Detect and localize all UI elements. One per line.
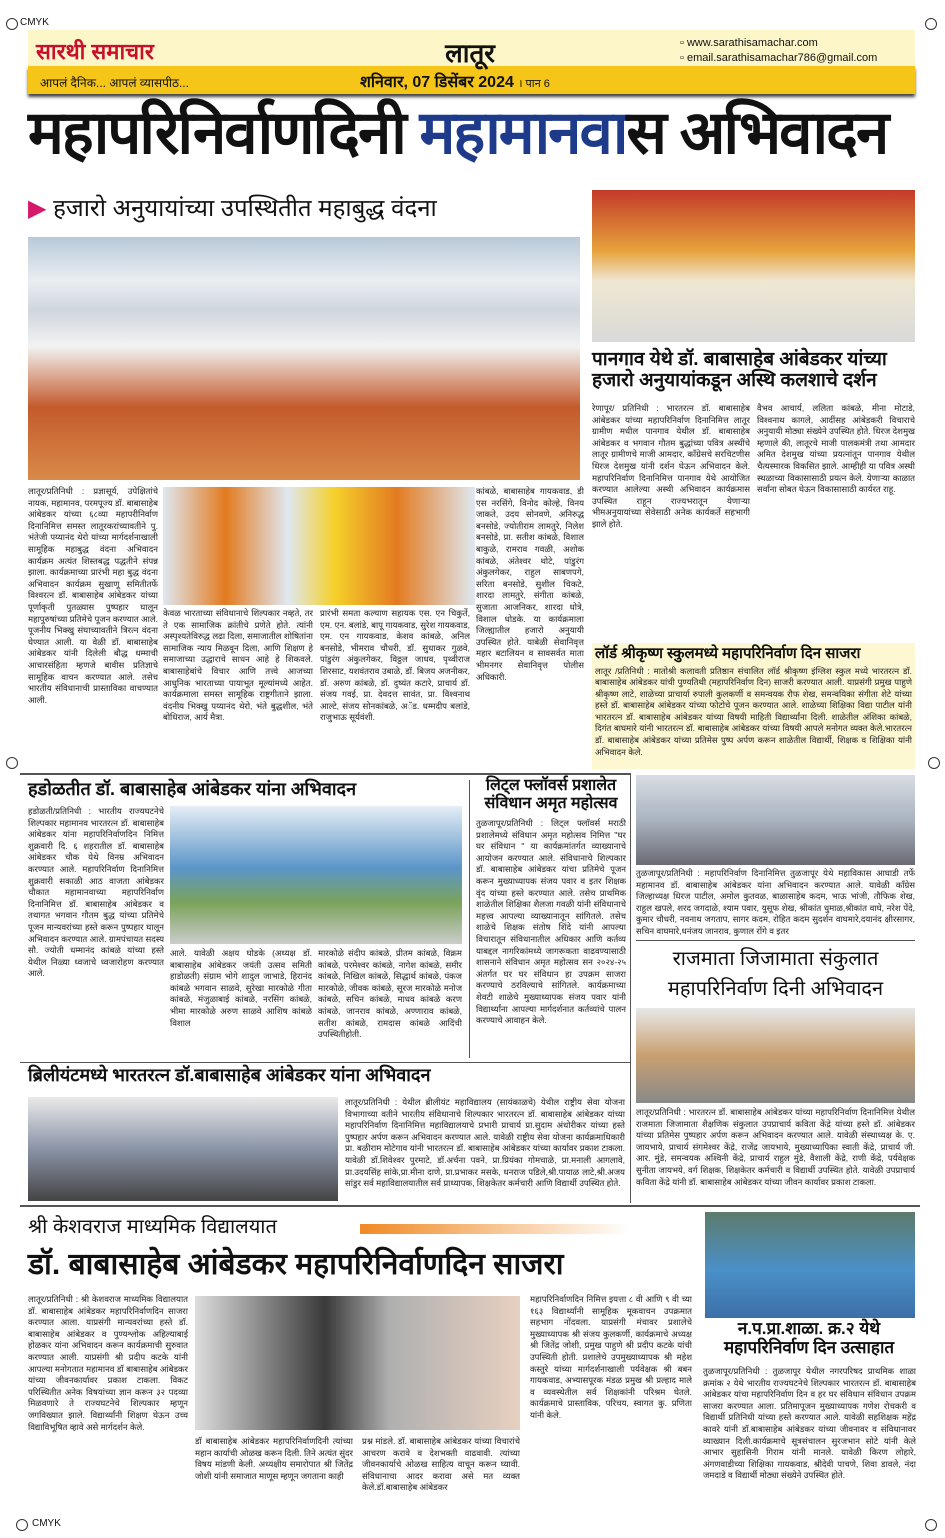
email-link[interactable]: email.sarathisamachar786@gmail.com bbox=[686, 52, 878, 64]
page-number: । पान 6 bbox=[518, 78, 550, 90]
keshavraj-kicker: श्री केशवराज माध्यमिक विद्यालयात bbox=[28, 1216, 277, 1238]
rajmata-text: लातूर/प्रतिनिधी : भारतरत्न डॉ. बाबासाहेब आंबेडकर यांच्या महापरिनिर्वाण दिनानिमित्त येथील राजमाता जिजामाता शैक्षणिक संकुलात उपप्राचार्य कविता केंद्रे यांच्या हस्ते डॉ. आंबेडकर यांच्या प्रतिमेस पुष्पहार अर्पण करून अभिवादन करण्यात आले. यावेळी संस्थाध्यक्ष के. ए. जायभाये, प्राचार्य संगमेश्वर केंद्रे, राजेंद्र जायभाये, मुख्याध्यापिका स्वाती केंद्रे, प्राचार्य जी. आर. मुंडे, समन्वयक अश्विनी केंद्रे, प्राचार्य राहुल मुंडे, वैशाली केंद्रे, राणी केंद्रे, पर्यवेक्षक सुनीता जायभये, वर्ग शिक्षक, शिक्षकेतर कर्मचारी व विद्यार्थी उपस्थित होते. यावेळी उपप्राचार्य कविता केंद्रे यांनी डॉ. बाबासाहेब आंबेडकर यांच्या जीवन कार्यावर प्रकाश टाकला. bbox=[636, 1107, 915, 1187]
registration-mark-icon bbox=[928, 757, 940, 769]
registration-mark-icon bbox=[16, 1519, 28, 1531]
hadolti-text-col1: हडोळती/प्रतिनिधी : भारतीय राज्यघटनेचे शिल्पकार महामानव भारतरत्न डॉ. बाबासाहेब आंबेडकर यांना महापरिनिर्वाणदिन निमित्त शुक्रवारी दि. ६ शहरातील डॉ. बाबासाहेब आंबेडकर चौक येथे विनम्र अभिवादन करण्यात आले. महापरिनिर्वाण दिनानिमित्त शुक्रवारी सकाळी आठ वाजता आंबेडकर चौकात महामानवाच्या महापरिनिर्वाण दिनानिमित्त डॉ. बाबासाहेब आंबेडकर व तथागत भगवान गौतम बुद्ध यांच्या प्रतिमेचे पूजन मान्यवरांच्या हस्ते करून पुष्पहार घालून अभिवादन करण्यात आले. ग्रामपंचायत सदस्य सौ. ज्योती धम्मानंद कांबळे यांच्या हस्ते येथील निळ्या ध्वजाचे ध्वजारोहण करण्यात आले. bbox=[28, 806, 164, 979]
cmyk-mark: CMYK bbox=[32, 1518, 61, 1529]
lord-shrikrishna-text: लातूर /प्रतिनिधी : मातोश्री कलावती प्रतिष्ठान संचालित लॉर्ड श्रीकृष्ण इंग्लिश स्कुल मध्ये भारतरत्न डॉ. बाबासाहेब आंबेडकर यांची पुण्यतिथी (महापरिनिर्वाण दिन) साजरी करण्यात आली. याप्रसंगी प्रमुख पाहुणे श्रीकृष्ण लाटे, शाळेच्या प्राचार्या रुपाली कुलकर्णी व समन्वयक रौफ शेख, समन्वयिका संगीता शेटे यांच्या हस्ते डॉ. बाबासाहेब आंबेडकर यांच्या फोटोचे पूजन करण्यात आले. शाळेच्या शिक्षिका विद्या पाटील यांनी भारतरत्न डॉ. बाबासाहेब आंबेडकर यांच्या विषयी माहिती विद्यार्थ्यांना दिली. शाळेतील अंशिका कांबळे, दिगंत बाघमारे यांनी भारतरत्न डॉ. बाबासाहेब आंबेडकर यांच्या विषयी आपले मनोगत व्यक्त केले.भारतरत्न डॉ. बाबासाहेब आंबेडकर यांच्या प्रतिमेस पुष्प अर्पण करून शाळेतील विद्यार्थी, शिक्षक व शिक्षिका यांनी अभिवादन केले. bbox=[595, 665, 912, 757]
little-flowers-headline: लिट्ल फ्लॉवर्स प्रशालेत संविधान अमृत महोत्सव bbox=[484, 777, 618, 812]
keshavraj-caption2: प्रश्न मांडले. डॉ. बाबासाहेब आंबेडकर यांच्या विचारांचे आचरण करावे व देशभक्ती वाढवावी. त्यांच्या जीवनकार्याचे ओळख साहित्य वाचून करून घ्यावी. संविधानाचा आदर करावा असे मत व्यक्त केले.डॉ.बाबासाहेब आंबेडकर bbox=[362, 1436, 520, 1493]
contact-info: ▫ www.sarathisamachar.com ▫ email.sarathisamachar786@gmail.com bbox=[680, 37, 878, 64]
lead-text-col3: प्रारंभी समता कल्याण सहायक एस. एन चिकुर्ते, एम. एन. बलांडे, बापू गायकवाड, सुरेश गायकवाड, एम. एन गायकवाड, केशव कांबळे, अनिल बनसोडे, भीमराव चौधरी, डॉ. सुधाकर गुळवे, पांडुरंग अंकुलगेकर, विठ्ठल जाधव, पृथ्वीराज शिरसाट, यशवंतराव उबाळे, डॉ. बिजय अजनीकर, डॉ. अरुण कांबळे, डॉ. दुष्यंत कटारे, प्राचार्य डॉ. संजय गवई, प्रा. देवदत्त सावंत, प्रा. विश्वनाथ आल्टे, संजय सोनकांबळे, अॅड. धम्मदीप बलांडे, राजुभाऊ सूर्यवंशी. bbox=[320, 608, 470, 723]
tuljapur-photo bbox=[636, 775, 915, 865]
hadolti-photo bbox=[170, 806, 462, 944]
lead-text-col4: कांबळे, बाबासाहेब गायकवाड, डी एस नरसिंगे, विनोद कोल्हे, विनय जाकते, उदय सोनवणे, अनिरुद्ध बनसोडे, ज्योतीराम लामतुरे, निलेश बनसोडे, प्रा. सतीश कांबळे, विशाल बाकुळे, रामराव गवळी, अशोक कांबळे, अंतेश्वर थोटे, पांडुरंग अंकुलगेकर, राहुल साबणपगे, सरिता बनसोडे, सुशील चिकटे, शारदा लामतुरे, संगीता कांबळे, सुजाता आजनिकर, शारदा धोत्रे, विशाल धोडके. या कार्यक्रमाला जिल्ह्यातील हजारो अनुयायी उपस्थित होते. याबेळी सेवानिवृत्त महार बटालियन व सावसर्वत माता भीमनगर सेवानिवृत्त पोलीस अधिकारी. bbox=[476, 486, 584, 682]
registration-mark-icon bbox=[925, 1519, 937, 1531]
tagline: आपलं दैनिक... आपलं व्यासपीठ... bbox=[40, 76, 189, 90]
tuljapur-text: तुळजापूर/प्रतिनिधी : महापरिनिर्वाण दिनानिमित्त तुळजापूर येथे महाविकास आघाडी तर्फे महामानव डॉ. बाबासाहेब आंबेडकर यांना अभिवादन करण्यात आले. यावेळी काँग्रेस जिल्हाध्यक्ष धिरज पाटील, अमोल कुतवळ, बाळासाहेब कदम, भाऊ भांजी, तौफिक शेख, राहुल खपले, शरद जगदाळे, श्याम पवार, युसूफ शेख, श्रीकांत धुमाळ,श्रीकांत वाघे, नरेश पेंदे, कुमार चौधरी, नवनाथ जगताप, सागर कदम, रोहित कदम सुदर्शन वाघमारे,दयानंद क्षीरसागर, सचिन वाघमारे,धनंजय जानराव, कुणाल रोंगे व इतर bbox=[636, 868, 915, 936]
registration-mark-icon bbox=[925, 18, 937, 30]
section-divider bbox=[636, 940, 915, 941]
lead-text-col1: लातूर/प्रतिनिधी : प्रज्ञासूर्य, उपेक्षितांचे नायक, महामानव, परमपूज्य डॉ. बाबासाहेब आंबेडकर यांच्या ६८व्या महापरीनिर्वाण दिनानिमित्त समस्त लातूरकरांच्यावतीने पु. भंतेजी पय्यानंद थेरो यांच्या मार्गदर्शनाखाली सामूहिक महाबुद्ध वंदना अभिवादन कार्यक्रम अत्यंत शिस्तबद्ध पद्धतीने संपन्न झाला. कार्यक्रमाच्या प्रारंभी महा बुद्ध वंदना अभिवादन कार्यक्रम सुखाणू समितीतर्फे विश्वरत्न डॉ. बाबासाहेब आंबेडकर यांच्या पूर्णाकृती पुतळ्यास पुष्पहार घालून महापुरुषांच्या प्रतिमेचे पूजन करण्यात आले. पूजनीय भिक्खु संघाच्यावतीने त्रिरत्न वंदना घेण्यात आली. या वेळी डॉ. बाबासाहेब आंबेडकर यांनी दिलेली बौद्ध धम्माची आचारसंहिता म्हणजे बावीस प्रतिज्ञाचे सामूहिक वाचन करण्यात आले. तसेच भारतीय संविधानाची प्रास्ताविका वाचण्यात आली. bbox=[28, 486, 158, 705]
brilliant-text: लातूर/प्रतिनिधी : येथील ब्रीलीयंट महाविद्यालय (सायंकाळचे) येथील राष्ट्रीय सेवा योजना विभागाच्या वतीने भारतीय संविधानाचे शिल्पकार भारतरत्न डॉ. बाबासाहेब आंबेडकर यांच्या महापरिनिर्वाण दिनानिमित्त महाविद्यालयाचे प्रभारी प्राचार्य प्रा.सुदाम अंधोरीकर यांच्या हस्ते पुष्पहार अर्पण करून अभिवादन करण्यात आले. यावेळी राष्ट्रीय सेवा योजना कार्यक्रमाधिकारी प्रा. बळीराम मोटेगाव यांनी भारतरत्न डॉ. बाबासाहेब आंबेडकर यांच्या कार्यावर प्रकाश टाकला. यावेळी डॉ.शिवेश्वर पुरमाटे, डॉ.अर्चना पवने, प्रा.प्रियंका गोमचाळे, प्रा.मनाली आगलावे, प्रा.उदयसिंह सांके,प्रा.मीना दाणे, प्रा.प्रभाकर मसके, धनराज पडिले,श्री.पायाळ लाटे,श्री.अजय सांडुर सर्व महाविद्यालयातील सर्व प्राध्यापक, शिक्षकेतर कर्मचारी आणि विद्यार्थी उपस्थित होते. bbox=[345, 1097, 625, 1189]
lead-text-col2: केवळ भारताच्या संविधानाचे शिल्पकार नव्हते, तर ते एक सामाजिक क्रांतीचे प्रणेते होते. त्यांनी अस्पृश्यतेविरुद्ध लढा दिला, समाजातील शोषितांना सामाजिक न्याय मिळवून दिला, आणि शिक्षण हे समाजाच्या उद्धाराचे साधन आहे हे शिकवले. बाबासाहेबांचे विचार आणि तत्त्वे आजच्या आधुनिक भारताच्या पायाभूत मूल्यांमध्ये आहेत. कार्यक्रमाला समस्त सामूहिक राष्ट्रगीताने झाला. वंदनीय भिक्खु पय्यानंद थेरो, भंते बुद्धशील, भंते बोधिराज, आर्य मैत्रा. bbox=[163, 608, 313, 723]
triangle-bullet-icon: ▶ bbox=[28, 195, 47, 222]
hadolti-text-col3: मारकोळे संदीप कांबळे, प्रीतम कांबळे, विक्रम कांबळे, परमेश्वर कांबळे, नागेश कांबळे, समीर कांबळे, निखिल कांबळे, सिद्धार्थ कांबळे, पंकज मारकोळे, जीवक कांबळे, सूरज मारकोळे मनोज कांबळे, सचिन कांबळे, माधव कांबळे करण कांबळे, जानराव कांबळे, अण्णाराव कांबळे, सतीश कांबळे, रामदास कांबळे आदिंची उपस्थितीहोती. bbox=[318, 948, 462, 1040]
pangaon-photo bbox=[592, 190, 915, 342]
keshavraj-headline: डॉ. बाबासाहेब आंबेडकर महापरिनिर्वाणदिन साजरा bbox=[28, 1248, 564, 1281]
column-divider bbox=[630, 773, 631, 1203]
lead-subheadline: ▶ हजारो अनुयायांच्या उपस्थितीत महाबुद्ध वंदना bbox=[28, 195, 437, 222]
keshavraj-text-col2: महापरिनिर्वाणदिन निमित्त इयत्ता ८ वी आणि ९ वी च्या १६३ विद्यार्थ्यांनी सामूहिक मूकवाचन उपक्रमात सहभाग नोंदवला. याप्रसंगी मंचावर प्रशालेचे मुख्याध्यापक श्री संजय कुलकर्णी, कार्यक्रमाचे अध्यक्ष श्री जितेंद्र जोशी, प्रमुख पाहुणे श्री प्रदीप कटके यांची उपस्थिती होती. प्रशालेचे उपमुख्याध्यापक श्री महेश कस्तुरे यांच्या मार्गदर्शनाखाली पर्यवेक्षक श्री बबन गायकवाड, अभ्यासपूरक मंडळ प्रमुख श्री प्रल्हाद माले व व्यवस्थेतील सर्व शिक्षकांनी परिश्रम घेतले. कार्यक्रमाचे प्रास्ताविक, परिचय, स्वागत कु. प्रणिता यांनी केले. bbox=[530, 1294, 692, 1420]
pangaon-headline: पानगाव येथे डॉ. बाबासाहेब आंबेडकर यांच्या हजारो अनुयायांकडून अस्थि कलशाचे दर्शन bbox=[592, 349, 887, 391]
lead-photo-crowd bbox=[28, 237, 580, 480]
little-flowers-text: तुळजापूर/प्रतिनिधी : लिट्ल फ्लॉवर्स मराठी प्रशालेमध्ये संविधान अमृत महोत्सव निमित्त ''घर घर संविधान '' या कार्यक्रमांतर्गत व्याख्यानाचे आयोजन करण्यात आले. संविधानाचे शिल्पकार डॉ. बाबासाहेब आंबेडकर यांचा प्रतिमेचे पूजन करून मुख्याध्यापक संजय पवार व इतर शिक्षक वृंद यांच्या हस्ते करण्यात आले. तसेच प्राथमिक शाळेतील शिक्षिका शैलजा गवळी यांनी संविधानाचे महत्त्व आपल्या व्याख्यानातून सांगितले. तसेच शाळेचे शिक्षक संतोष शिंदे यांनी आपल्या विचारातून संविधानातील अधिकार आणि कर्तव्य याबद्दल नागरिकांमध्ये जागरूकता वाढवण्यासाठी शासनाने संविधान अमृत महोत्सव सन २०२४-२५ अंतर्गत घर घर संविधान हा उपक्रम साजरा करण्याचे ठरविल्याचे सांगितले. कार्यक्रमाच्या शेवटी शाळेचे मुख्याध्यापक संजय पवार यांनी विद्यार्थ्यांना आपल्या मार्गदर्शनात कर्तव्यांचे पालन करण्याचे आवाहन केले. bbox=[476, 818, 626, 1026]
lord-shrikrishna-headline: लॉर्ड श्रीकृष्ण स्कुलमध्ये महापरिनिर्वाण दिन साजरा bbox=[595, 645, 861, 662]
column-divider bbox=[469, 780, 470, 1058]
keshavraj-photo bbox=[195, 1296, 520, 1430]
pangaon-text-col2: वैभव आचार्य, ललिता कांबळे, मीना मोटाडे, विश्वनाथ कागले, आदींसह आंबेडकरी विचाराचे अनुयायी मोठ्या संख्येने उपस्थित होते. धिरज देशमुख म्हणाले की, लातूरचे माजी पालकमंत्री तथा आमदार अमित देशमुख यांच्या प्रयत्नांतून पानगाव येथील चैत्यस्मारक विकसित झाले. आम्हीही या पवित्र अस्थी स्थळाच्या विकासासाठी प्रयत्न केले. येणाऱ्या काळात सर्वांना सोबत घेऊन विकासासाठी कार्यरत राहू. bbox=[757, 403, 915, 495]
brilliant-headline: ब्रिलीयंटमध्ये भारतरत्न डॉ.बाबासाहेब आंबेडकर यांना अभिवादन bbox=[28, 1065, 431, 1085]
lead-photo-monks bbox=[163, 487, 475, 605]
edition-city: लातूर bbox=[445, 38, 495, 68]
issue-date: शनिवार, 07 डिसेंबर 2024 । पान 6 bbox=[360, 74, 550, 91]
newspaper-brand: सारथी समाचार bbox=[36, 39, 154, 64]
cmyk-mark: CMYK bbox=[20, 17, 49, 28]
section-divider bbox=[20, 1205, 920, 1207]
registration-mark-icon bbox=[6, 18, 18, 30]
np-school-photo bbox=[705, 1212, 915, 1318]
section-divider bbox=[20, 773, 630, 775]
rajmata-headline: राजमाता जिजामाता संकुलात महापरिनिर्वाण दिनी अभिवादन bbox=[667, 948, 884, 1000]
hadolti-text-col2: आले. यावेळी अक्षय घोडके (अध्यक्ष डॉ. बाबासाहेब आंबेडकर जयंती उत्सव समिती हाडोळती) संग्राम भोगे शादुल जाभाडे, हिरानंद कांबळे भगवान साळवे, सुरेखा मारकोळे गीता कांबळे, मंजुळाबाई कांबळे, नरसिंग कांबळे, भीमा मारकोळे अरुण साळवे आशिष कांबळे विशाल bbox=[170, 948, 312, 1028]
website-link[interactable]: www.sarathisamachar.com bbox=[686, 37, 818, 49]
rajmata-photo bbox=[636, 1008, 915, 1103]
brilliant-photo bbox=[28, 1097, 338, 1201]
keshavraj-caption1: डॉ बाबासाहेब आंबेडकर महापरिनिर्वाणदिनी त्यांच्या महान कार्याची ओळख करून दिली. तिने अत्यंत सुंदर विषय मांडणी केली. अध्यक्षीय समारोपात श्री जितेंद्र जोशी यांनी समाजात माणूस म्हणून जगताना काही bbox=[195, 1436, 353, 1481]
section-divider bbox=[20, 1062, 630, 1063]
main-headline: महापरिनिर्वाणदिनी महामानवास अभिवादन bbox=[28, 99, 888, 166]
lord-shrikrishna-box bbox=[592, 643, 915, 769]
decorative-bar bbox=[360, 1224, 630, 1234]
np-school-text: तुळजापूर/प्रतिनिधी : तुळजापूर येथील नगरपरिषद प्राथमिक शाळा क्रमांक २ येथे भारतीय राज्यघटनेचे शिल्पकार भारतरत्न डॉ. बाबासाहेब आंबेडकर यांचा महापरिनिर्वाण दिन व हर घर संविधान संविधान उपक्रम साजरा करण्यात आला. प्रतिमापूजन मुख्याध्यापक गणेश रोचकरी व विद्यार्थी प्रतिनिधी यांच्या हस्ते करण्यात आले. यावेळी सहशिक्षक महेंद्र कावरे यांनी डॉ.बाबासाहेब आंबेडकर यांच्या जीवनावर व संविधानावर व्याख्यान दिली.कार्यक्रमाचे सूत्रसंचालन सुरजभान सोटे यांनी केले आभार सुहासिनी गिराम यांनी मानले. यावेळी किरण लोहारे, अंगणवाडीच्या शिक्षिका गायकवाड, श्रीदेवी पाचणे, शिवा डावले, नंदा जमदाडे व विद्यार्थी मोठ्या संख्येने उपस्थित होते. bbox=[703, 1366, 916, 1481]
np-school-headline: न.प.प्रा.शाळा. क्र.२ येथे महापरिनिर्वाण दिन उत्साहात bbox=[723, 1319, 895, 1357]
registration-mark-icon bbox=[6, 757, 18, 769]
pangaon-text-col1: रेणापूर/ प्रतिनिधी : भारतरत्न डॉ. बाबासाहेब आंबेडकर यांच्या महापरिनिर्वाण दिनानिमित्त लातूर ग्रामीण मधील पानगाव येथील डॉ. बाबासाहेब आंबेडकर व भगवान गौतम बुद्धांच्या पवित्र अस्थींचे लातूर ग्रामीणचे माजी आमदार, काँग्रेसचे सरचिटणीस धिरज देशमुख यांनी दर्शन घेऊन अभिवादन केले. महापरिनिर्वाण दिनानिमित्त पानगाव येथे आयोजित करण्यात आलेल्या अस्थी अभिवादन कार्यक्रमास उपस्थित राहून राज्यभरातून येणाऱ्या भीमअनुयायांच्या सेवेसाठी अनेक कार्यकर्ते सहभागी झाले होते. bbox=[592, 403, 750, 529]
keshavraj-text-col1: लातूर/प्रतिनिधी : श्री केशवराज माध्यमिक विद्यालयात डॉ. बाबासाहेब आंबेडकर महापरिनिर्वाणदिन साजरा करण्यात आला. याप्रसंगी मान्यवरांच्या हस्ते डॉ. बाबासाहेब आंबेडकर व पुण्यश्लोक अहिल्याबाई होळकर यांना अभिवादन करून कार्यक्रमाची सुरुवात करण्यात आली. याप्रसंगी श्री प्रदीप कटके यांनी आपल्या मनोगतात महामानव डॉ बाबासाहेब आंबेडकर यांच्या जीवनकार्यावर प्रकाश टाकला. विकट परिस्थितीत अनेक विषयांच्या ज्ञान करून ३२ पदव्या मिळवणारे ते राज्यघटनेचे शिल्पकार म्हणून जगविख्यात झाले. विद्यार्थ्यांनी शिक्षण घेऊन उच्च विद्याविभूषित व्हावे असे मार्गदर्शन केले. bbox=[28, 1294, 188, 1432]
hadolti-headline: हडोळतीत डॉ. बाबासाहेब आंबेडकर यांना अभिवादन bbox=[28, 779, 357, 799]
